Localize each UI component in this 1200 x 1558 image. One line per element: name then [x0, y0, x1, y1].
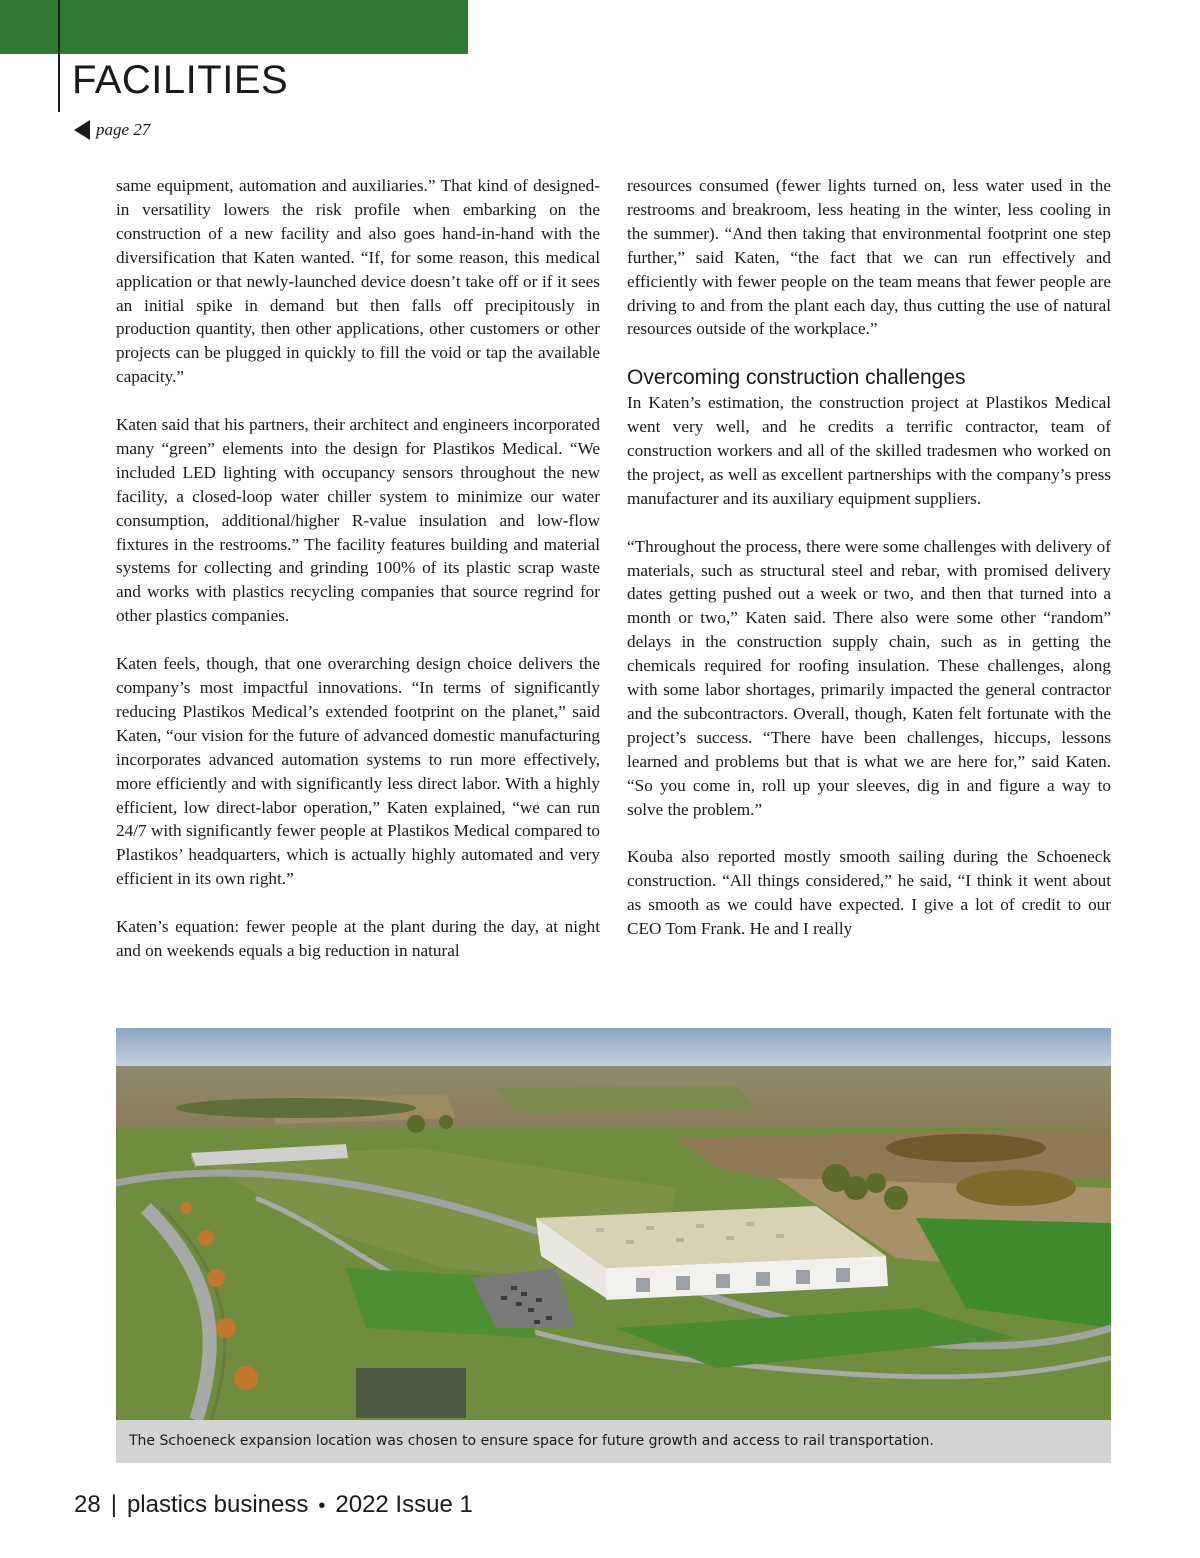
header-accent-bar [0, 0, 468, 54]
photo-caption: The Schoeneck expansion location was chosen to ensure space for future growth and access to rail transportation. [116, 1420, 1111, 1463]
paragraph: In Katen’s estimation, the construction project at Plastikos Medical went very well, and he credits a terrific contractor, team of construction workers and all of the skilled tradesmen who worked on the project, as well as excellent partnerships with the company’s press manufacturer and its auxiliary equipment suppliers. [627, 393, 1111, 508]
page-footer [74, 1490, 473, 1521]
page-number: 28 [74, 1491, 101, 1518]
paragraph: Katen said that his partners, their architect and engineers incorporated many “green” elements into the design for Plastikos Medical. “We included LED lighting with occupancy sensors throughout the new facility, a closed-loop water chiller system to minimize our water consumption, additional/higher R-value insulation and low-flow fixtures in the restrooms.” The facility features building and material systems for collecting and grinding 100% of its plastic scrap waste and works with plastics recycling companies that source regrind for other plastics companies. [116, 415, 600, 626]
paragraph: resources consumed (fewer lights turned on, less water used in the restrooms and breakroom, less heating in the winter, less cooling in the summer). “And then taking that environmental footprint one step further,” said Katen, “the fact that we can run effectively and efficiently with fewer people on the team means that fewer people are driving to and from the plant each day, thus cutting the use of natural resources outside of the workplace.” [627, 176, 1111, 339]
paragraph: Katen’s equation: fewer people at the plant during the day, at night and on weekends equals a big reduction in natural [116, 917, 600, 960]
triangle-left-icon [74, 120, 90, 140]
paragraph: Kouba also reported mostly smooth sailing during the Schoeneck construction. “All things considered,” he said, “I think it went about as smooth as we could have expected. I give a lot of credit to our CEO Tom Frank. He and I really [627, 847, 1111, 939]
aerial-facility-photo [116, 1028, 1111, 1420]
aerial-photo-illustration [116, 1028, 1111, 1420]
section-title: FACILITIES [72, 58, 289, 102]
article-column-left [116, 174, 600, 963]
paragraph: Katen feels, though, that one overarching design choice delivers the company’s most impactful innovations. “In terms of significantly reducing Plastikos Medical’s extended footprint on the planet,” said Katen, “our vision for the future of advanced domestic manufacturing incorporates advanced automation systems to run more effectively, more efficiently and with significantly less direct labor. With a highly efficient, low direct-labor operation,” Katen explained, “we can run 24/7 with significantly fewer people at Plastikos Medical compared to Plastikos’ headquarters, which is actually highly automated and very efficient in its own right.” [116, 654, 600, 889]
page-ref-text: page 27 [96, 120, 151, 139]
header-vertical-rule [58, 0, 60, 112]
continued-from-link[interactable] [74, 120, 150, 140]
bullet-icon: • [318, 1495, 326, 1517]
issue-label: 2022 Issue 1 [335, 1491, 473, 1518]
article-column-right [627, 174, 1111, 941]
footer-separator: | [110, 1491, 117, 1518]
subheading: Overcoming construction challenges [627, 366, 966, 390]
paragraph: same equipment, automation and auxiliaries.” That kind of designed-in versatility lowers the risk profile when embarking on the construction of a new facility and also goes hand-in-hand with the diversification that Katen wanted. “If, for some reason, this medical application or that newly-launched device doesn’t take off or if it sees an initial spike in demand but then falls off precipitously in production quantity, then other applications, other customers or other projects can be plugged in quickly to fill the void or tap the available capacity.” [116, 176, 600, 387]
magazine-name: plastics business [126, 1491, 309, 1518]
paragraph: “Throughout the process, there were some challenges with delivery of materials, such as structural steel and rebar, with promised delivery dates getting pushed out a week or two, and then that turned into a month or two,” Katen said. There also were some other “random” delays in the construction supply chain, such as in getting the chemicals required for roofing insulation. These challenges, along with some labor shortages, primarily impacted the general contractor and the subcontractors. Overall, though, Katen felt fortunate with the project’s success. “There have been challenges, hiccups, lessons learned and problems but that is what we are here for,” said Katen. “So you come in, roll up your sleeves, dig in and figure a way to solve the problem.” [627, 536, 1111, 819]
